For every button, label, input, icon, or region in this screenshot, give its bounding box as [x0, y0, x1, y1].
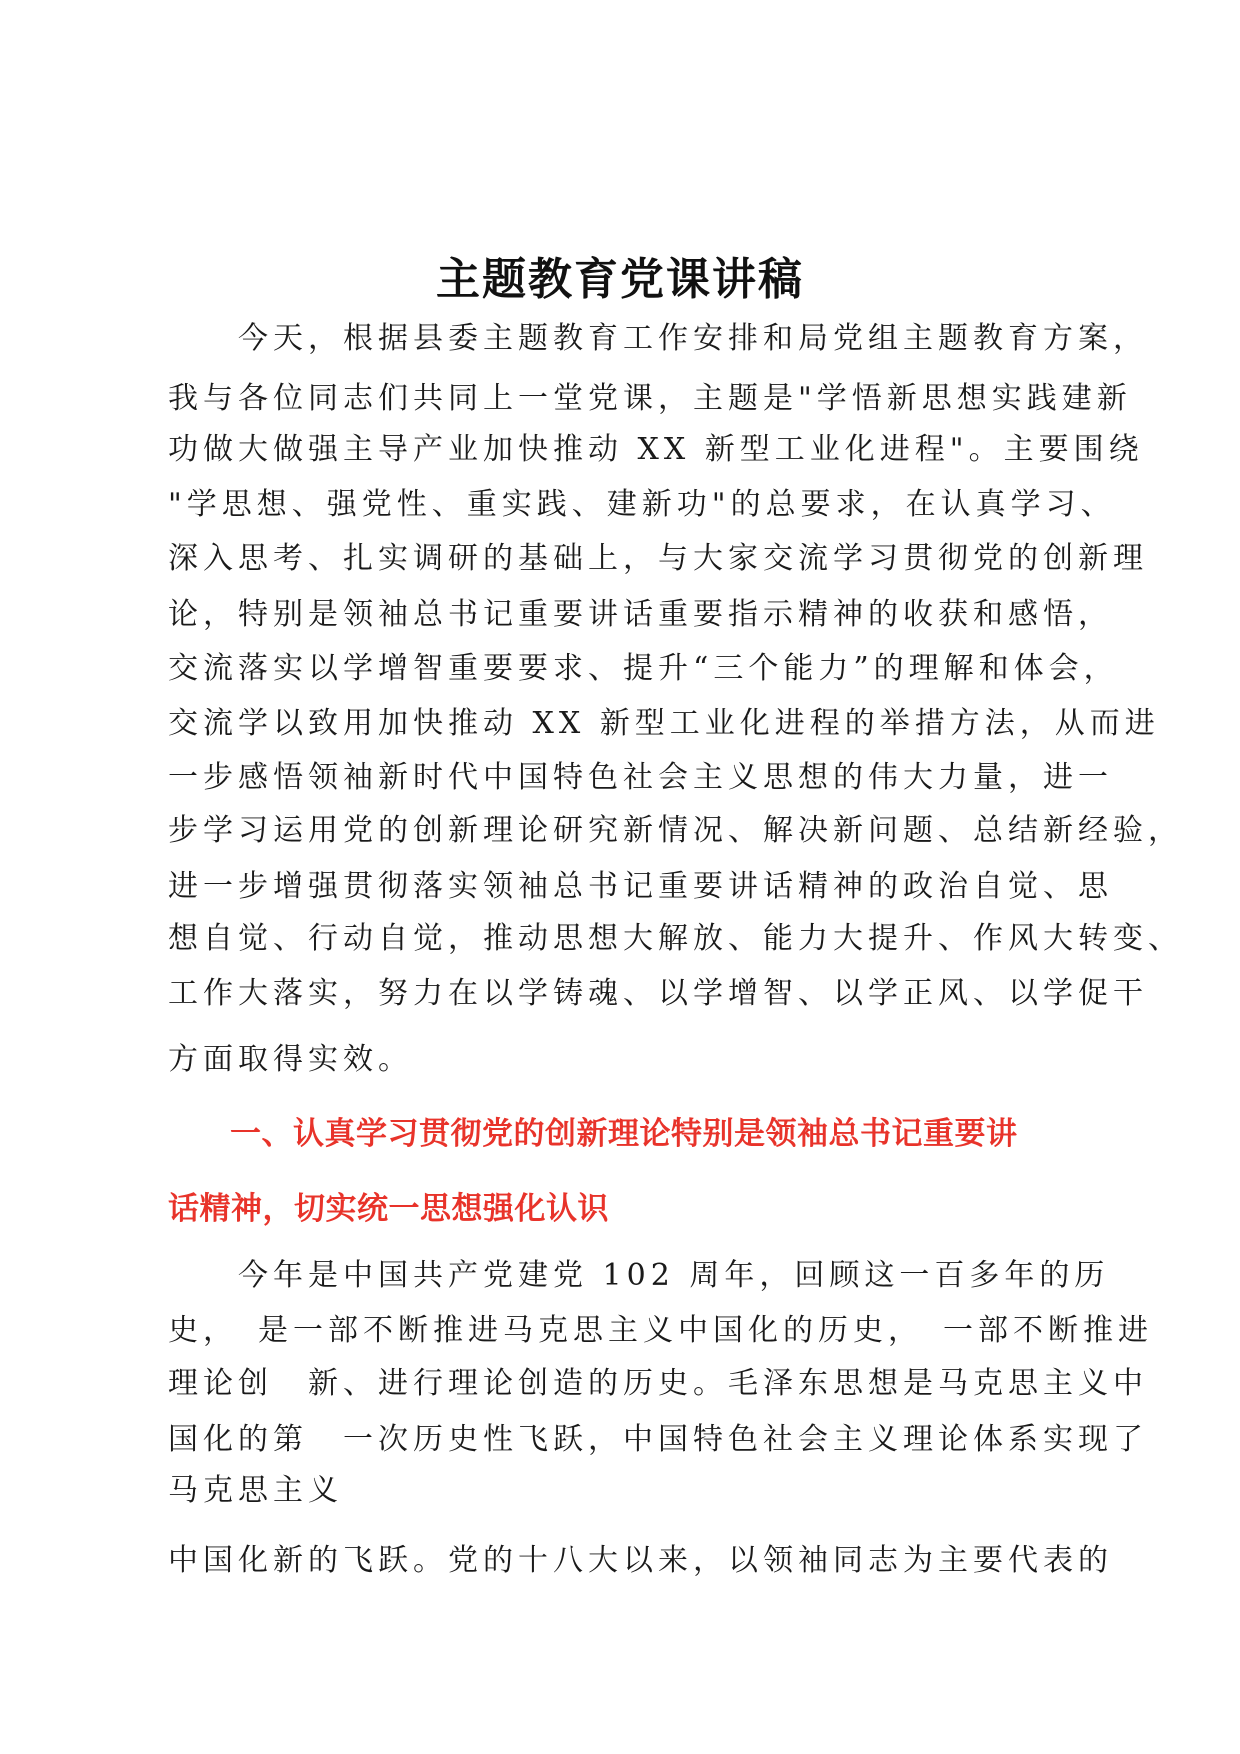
intro-line: 方面取得实效。 — [168, 1042, 413, 1077]
intro-line: 论，特别是领袖总书记重要讲话重要指示精神的收获和感悟， — [168, 597, 1113, 632]
section-heading: 一、认真学习贯彻党的创新理论特别是领袖总书记重要讲 — [230, 1116, 1018, 1152]
intro-line: 一步感悟领袖新时代中国特色社会主义思想的伟大力量，进一 — [168, 760, 1113, 795]
intro-line: 工作大落实，努力在以学铸魂、以学增智、以学正风、以学促干 — [168, 976, 1148, 1011]
intro-line: 我与各位同志们共同上一堂党课，主题是"学悟新思想实践建新 — [168, 381, 1132, 416]
intro-line: 进一步增强贯彻落实领袖总书记重要讲话精神的政治自觉、思 — [168, 869, 1113, 904]
intro-line: 功做大做强主导产业加快推动 XX 新型工业化进程"。主要围绕 — [168, 432, 1144, 467]
document-title: 主题教育党课讲稿 — [436, 254, 804, 305]
intro-line: 步学习运用党的创新理论研究新情况、解决新问题、总结新经验， — [168, 813, 1183, 848]
section-heading: 话精神，切实统一思想强化认识 — [168, 1191, 609, 1227]
intro-line: 想自觉、行动自觉，推动思想大解放、能力大提升、作风大转变、 — [168, 921, 1183, 956]
intro-line: "学思想、强党性、重实践、建新功"的总要求，在认真学习、 — [168, 487, 1116, 522]
intro-line: 今天，根据县委主题教育工作安排和局党组主题教育方案， — [168, 321, 1148, 356]
section-line: 中国化新的飞跃。党的十八大以来，以领袖同志为主要代表的 — [168, 1543, 1113, 1578]
section-line: 国化的第 一次历史性飞跃，中国特色社会主义理论体系实现了 — [168, 1422, 1148, 1457]
section-line: 理论创 新、进行理论创造的历史。毛泽东思想是马克思主义中 — [168, 1366, 1148, 1401]
section-line: 今年是中国共产党建党 102 周年，回顾这一百多年的历 — [168, 1258, 1110, 1293]
intro-line: 交流学以致用加快推动 XX 新型工业化进程的举措方法，从而进 — [168, 706, 1160, 741]
section-line: 马克思主义 — [168, 1473, 343, 1508]
intro-line: 深入思考、扎实调研的基础上，与大家交流学习贯彻党的创新理 — [168, 541, 1148, 576]
section-line: 史， 是一部不断推进马克思主义中国化的历史， 一部不断推进 — [168, 1313, 1153, 1348]
intro-line: 交流落实以学增智重要要求、提升“三个能力”的理解和体会， — [168, 651, 1119, 686]
